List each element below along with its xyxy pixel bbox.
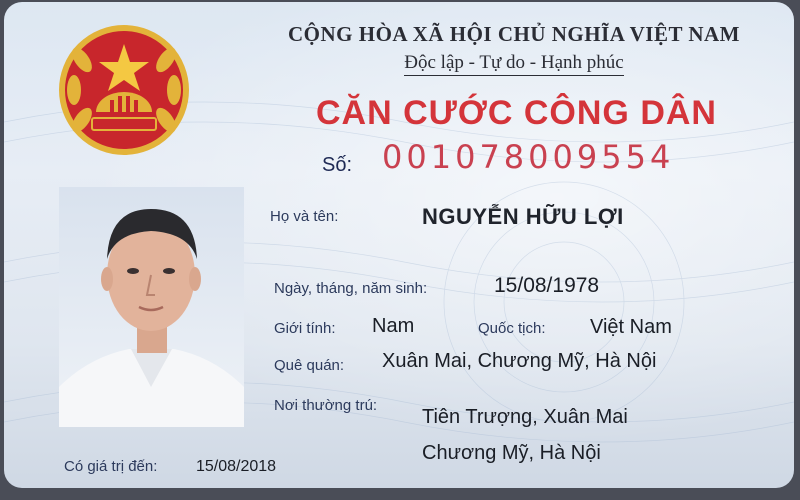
full-name: NGUYỄN HỮU LỢI xyxy=(422,204,624,229)
portrait-photo xyxy=(59,187,244,427)
expiry-date: 15/08/2018 xyxy=(196,458,277,475)
name-label: Họ và tên: xyxy=(270,208,339,225)
hometown-value: Xuân Mai, Chương Mỹ, Hà Nội xyxy=(382,350,657,372)
national-emblem-icon xyxy=(54,20,194,160)
card-title: CĂN CƯỚC CÔNG DÂN xyxy=(316,94,717,132)
residence-label: Nơi thường trú: xyxy=(274,397,378,414)
id-number: 001078009554 xyxy=(382,138,675,176)
residence-line-1: Tiên Trượng, Xuân Mai xyxy=(422,406,628,428)
country-name: CỘNG HÒA XÃ HỘI CHỦ NGHĨA VIỆT NAM xyxy=(287,22,741,46)
date-of-birth: 15/08/1978 xyxy=(494,274,600,297)
residence-line-2: Chương Mỹ, Hà Nội xyxy=(422,442,601,464)
number-label: Số: xyxy=(322,154,353,176)
dob-label: Ngày, tháng, năm sinh: xyxy=(274,280,428,297)
national-motto: Độc lập - Tự do - Hạnh phúc xyxy=(234,52,794,74)
hometown-label: Quê quán: xyxy=(274,357,345,374)
expiry-label: Có giá trị đến: xyxy=(64,458,158,475)
nationality-label: Quốc tịch: xyxy=(478,320,546,337)
nationality-value: Việt Nam xyxy=(590,316,672,338)
id-card xyxy=(4,2,794,488)
sex-value: Nam xyxy=(372,315,415,337)
sex-label: Giới tính: xyxy=(274,320,336,337)
